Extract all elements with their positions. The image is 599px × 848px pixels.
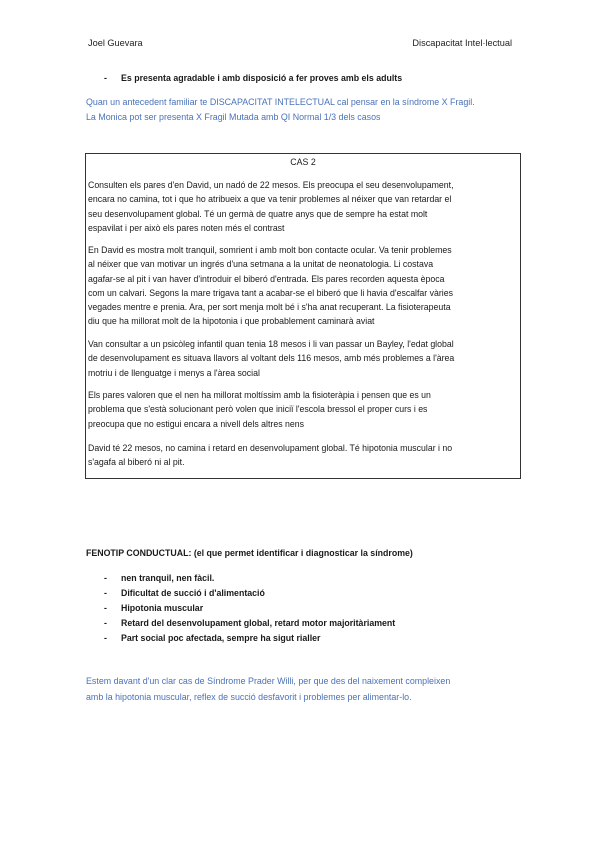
case-paragraph (88, 441, 518, 470)
header-subject: Discapacitat Intel·lectual (412, 38, 512, 48)
case-line: Els pares valoren que el nen ha millorat moltíssim amb la fisioteràpia i pensen que es un (88, 390, 431, 400)
bullet-marker: - (104, 73, 107, 83)
case-box (85, 153, 521, 479)
case-line: David té 22 mesos, no camina i retard en desenvolupament global. Té hipotonia muscular i no (88, 443, 453, 453)
fenotip-title: FENOTIP CONDUCTUAL: (el que permet identificar i diagnosticar la síndrome) (86, 548, 413, 558)
list-item: - Dificultat de succió i d'alimentació (104, 588, 265, 598)
case-paragraph (88, 243, 518, 329)
top-bullet (104, 73, 402, 83)
case-line: espavilat i per això els pares noten més el contrast (88, 222, 285, 233)
list-item: - Hipotonia muscular (104, 603, 204, 613)
case-line: motriu i de llenguatge i menys a l'àrea social (88, 367, 260, 378)
case-line: Consulten els pares d'en David, un nadó de 22 mesos. Els preocupa el seu desenvolupament, (88, 180, 454, 190)
family-history-note (86, 95, 526, 124)
list-item: - Part social poc afectada, sempre ha sigut rialler (104, 633, 321, 643)
case-line: preocupa que no estigui encara a nivell dels altres nens (88, 418, 304, 429)
case-line: s'agafa al biberó ni al pit. (88, 457, 185, 468)
note-line: La Monica pot ser presenta X Fragil Mutada amb QI Normal 1/3 dels casos (86, 111, 381, 122)
case-line: de desenvolupament es situava llavors al voltant dels 116 mesos, amb més problemes a l'àrea (88, 353, 455, 364)
case-line: com un calvari. Segons la mare trigava tant a acabar-se el biberó que li havia d'escalfar vàries (88, 287, 453, 298)
case-line: seu desenvolupament global. Té un germà de quatre anys que de sempre ha estat molt (88, 208, 428, 219)
case-line: problema que s'està solucionant però volen que iniciï l'escola bressol el proper curs i es (88, 404, 428, 415)
case-paragraph (88, 388, 518, 431)
case-line: En David es mostra molt tranquil, somrient i amb molt bon contacte ocular. Va tenir problemes (88, 245, 452, 255)
case-paragraph (88, 337, 518, 380)
case-line: vegades mentre e prenia. Ara, per sort menja molt bé i s'ha anat recuperant. La fisioterapeuta (88, 302, 451, 313)
case-line: Van consultar a un psicòleg infantil quan tenia 18 mesos i li van passar un Bayley, l'edat global (88, 339, 454, 349)
case-line: encara no camina, tot i que ho atribueix a que va tenir problemes al néixer que van retardar el (88, 194, 452, 205)
case-title: CAS 2 (290, 157, 316, 167)
top-bullet-text: Es presenta agradable i amb disposició a fer proves amb els adults (121, 73, 403, 83)
case-line: al néixer que van motivar un ingrés d'una setmana a la unitat de neonatologia. Li costava (88, 259, 434, 270)
fenotip-list (104, 571, 395, 646)
list-item: - nen tranquil, nen fàcil. (104, 573, 215, 583)
list-item: - Retard del desenvolupament global, retard motor majoritàriament (104, 618, 396, 628)
note-line: Quan un antecedent familiar te DISCAPACITAT INTELECTUAL cal pensar en la síndrome X Fragil. (86, 97, 475, 107)
conclusion-line: Estem davant d'un clar cas de Síndrome Prader Willi, per que des del naixement compleixen (86, 676, 451, 686)
case-line: agafar-se al pit i van haver d'introduir el biberó d'entrada. Els pares recorden aquesta època (88, 273, 445, 284)
case-paragraph (88, 178, 518, 235)
header-author: Joel Guevara (88, 38, 143, 48)
case-line: diu que ha millorat molt de la hipotonia i que probablement caminarà aviat (88, 316, 375, 327)
conclusion (86, 674, 526, 705)
conclusion-line: amb la hipotonia muscular, reflex de succió desfavorit i problemes per alimentar-lo. (86, 691, 412, 702)
